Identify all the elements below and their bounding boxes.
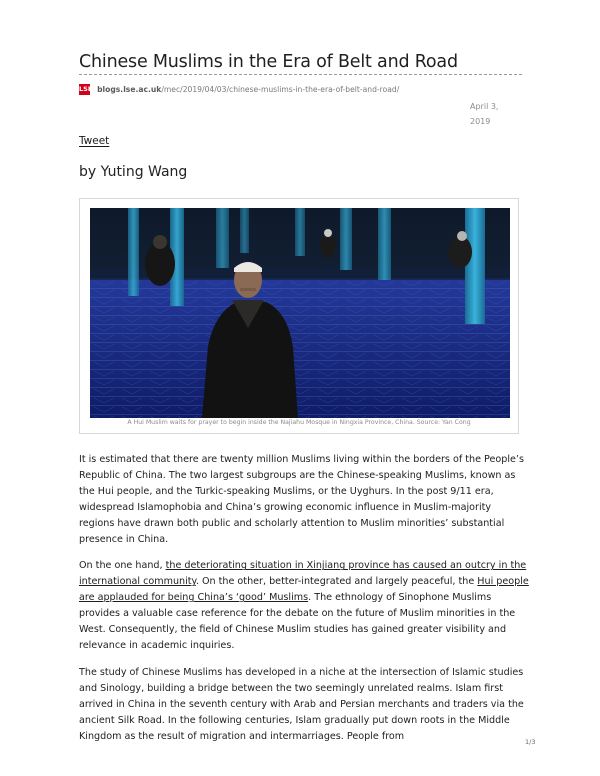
xinjiang-outcry-link[interactable]: the deteriorating situation in Xinjiang province has caused an outcry in the international community bbox=[79, 560, 527, 588]
source-url[interactable] bbox=[97, 85, 399, 94]
article-body bbox=[79, 452, 529, 755]
source-line bbox=[79, 79, 400, 94]
page-number: 1/3 bbox=[525, 738, 536, 746]
paragraph-2 bbox=[79, 558, 529, 653]
hui-good-muslims-link[interactable]: Hui people are applauded for being China’s ‘good’ Muslims bbox=[79, 576, 529, 604]
date-line-1: April 3, bbox=[470, 102, 499, 111]
source-path: /mec/2019/04/03/chinese-muslims-in-the-era-of-belt-and-road/ bbox=[161, 85, 400, 94]
article-figure bbox=[79, 198, 519, 434]
page-title: Chinese Muslims in the Era of Belt and Road bbox=[79, 52, 458, 72]
source-domain: blogs.lse.ac.uk bbox=[97, 85, 162, 94]
paragraph-2-text-a: On the one hand, bbox=[79, 560, 166, 572]
date-line-2: 2019 bbox=[470, 117, 491, 126]
title-divider bbox=[79, 74, 522, 75]
paragraph-3: The study of Chinese Muslims has developed in a niche at the intersection of Islamic studies and Sinology, building a bridge between the two seemingly unrelated realms. Islam first arrived in China in the seventh century with Arab and Persian merchants and traders via the ancient Silk Road. In the following centuries, Islam gradually put down roots in the Middle Kingdom as the result of migration and intermarriages. People from bbox=[79, 666, 524, 742]
lse-logo-icon: LSE bbox=[79, 85, 93, 93]
mosque-photo bbox=[90, 208, 510, 418]
paragraph-2-text-c: . The ethnology of Sinophone Muslims provides a valuable case reference for the debate on the future of Muslim minorities in the West. Consequently, the field of Chinese Muslim studies has gained greater visibility and relevance in academic inquiries. bbox=[79, 592, 516, 651]
publish-date bbox=[470, 99, 530, 129]
tweet-link[interactable]: Tweet bbox=[79, 135, 110, 147]
paragraph-1: It is estimated that there are twenty million Muslims living within the borders of the People’s Republic of China. The two largest subgroups are the Chinese-speaking Muslims, known as the Hui people, and the Turkic-speaking Muslims, or the Uyghurs. In the post 9/11 era, widespread Islamophobia and China’s growing economic influence in Muslim-majority regions have drawn both public and scholarly attention to Muslim minorities’ substantial presence in China. bbox=[79, 454, 524, 545]
figure-caption: A Hui Muslim waits for prayer to begin inside the Najiahu Mosque in Ningxia Province, China. Source: Yan Cong bbox=[127, 419, 471, 426]
paragraph-2-text-b: . On the other, better-integrated and largely peaceful, the bbox=[195, 576, 478, 588]
author-byline: by Yuting Wang bbox=[79, 164, 188, 180]
